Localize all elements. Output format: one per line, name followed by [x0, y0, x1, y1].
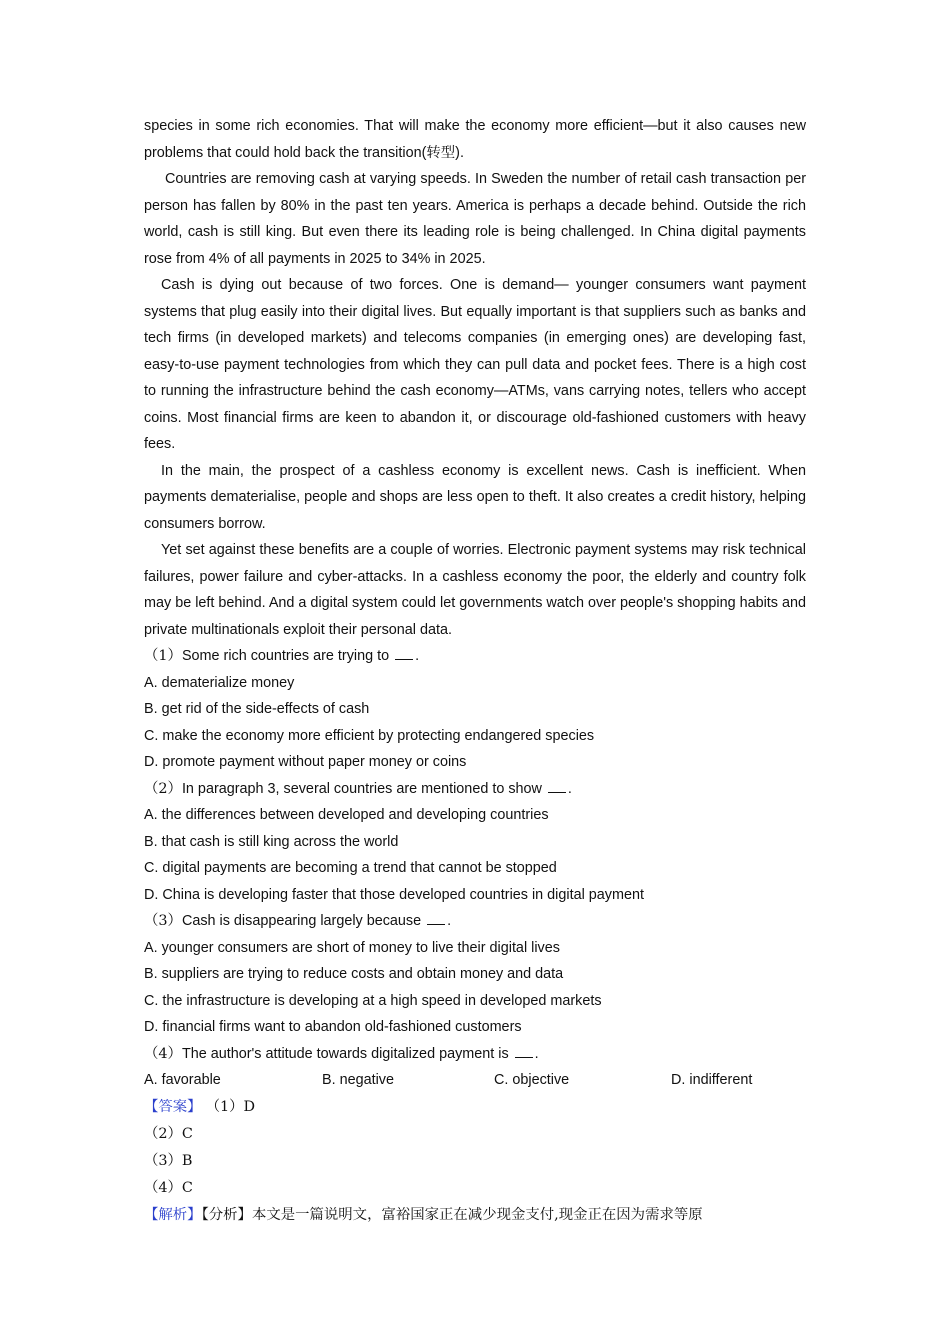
question-4-option-c: C. objective	[494, 1072, 570, 1088]
question-2-option-b: B. that cash is still king across the world	[144, 833, 399, 850]
question-2-option-d: D. China is developing faster that those developed countries in digital payment	[144, 886, 644, 903]
answer-4: （4）C	[144, 1179, 193, 1196]
answer-line-1	[144, 1094, 806, 1121]
question-number: （1）	[144, 648, 182, 664]
passage-paragraph-5: Yet set against these benefits are a couple of worries. Electronic payment systems may risk technical failures, power failure and cyber-attacks. In a cashless economy the poor, the elderly and country folk may be left behind. And a digital system could let governments watch over people's shopping habits and private multinationals exploit their personal data.	[144, 542, 806, 638]
answer-blank	[395, 647, 413, 660]
question-1-option-c: C. make the economy more efficient by protecting endangered species	[144, 727, 595, 744]
question-3-stem: （3）Cash is disappearing largely because .	[144, 913, 452, 929]
question-3-option-b: B. suppliers are trying to reduce costs and obtain money and data	[144, 966, 564, 982]
passage-paragraph-4: In the main, the prospect of a cashless economy is excellent news. Cash is inefficient. When payments dematerialise, people and shops are less open to theft. It also creates a credit history, helping consumers borrow.	[144, 462, 806, 532]
question-4-option-a: A. favorable	[144, 1072, 221, 1088]
answer-1: （1）D	[205, 1098, 256, 1115]
analysis-text: 【分析】本文是一篇说明文，富裕国家正在减少现金支付,现金正在因为需求等原	[201, 1206, 703, 1223]
passage-paragraph-2: Countries are removing cash at varying speeds. In Sweden the number of retail cash transaction per person has fallen by 80% in the past ten years. America is perhaps a decade behind. Outside the rich world, cash is still king. But even there its leading role is being challenged. In China digital payments rose from 4% of all payments in 2025 to 34% in 2025.	[144, 171, 806, 267]
question-number: （4）	[144, 1045, 182, 1062]
question-1-option-d: D. promote payment without paper money or coins	[144, 754, 467, 770]
answer-tag: 【答案】	[144, 1098, 202, 1115]
question-1-stem: （1）Some rich countries are trying to .	[144, 648, 420, 664]
question-3-option-c: C. the infrastructure is developing at a high speed in developed markets	[144, 992, 602, 1009]
question-4-options	[144, 1067, 806, 1094]
question-2-option-c: C. digital payments are becoming a trend that cannot be stopped	[144, 860, 557, 876]
question-4-option-b: B. negative	[322, 1072, 395, 1088]
question-number: （3）	[144, 913, 182, 929]
question-2-option-a: A. the differences between developed and developing countries	[144, 807, 549, 823]
question-4-option-d: D. indifferent	[671, 1072, 753, 1088]
question-2-stem: （2）In paragraph 3, several countries are mentioned to show .	[144, 780, 572, 797]
answer-2: （2）C	[144, 1125, 193, 1142]
question-3-option-a: A. younger consumers are short of money to live their digital lives	[144, 939, 560, 956]
answer-blank	[515, 1045, 533, 1058]
passage-paragraph-1: species in some rich economies. That will make the economy more efficient—but it also causes new problems that could hold back the transition(转型).	[144, 118, 806, 161]
analysis-line	[144, 1202, 806, 1229]
question-number: （2）	[144, 780, 182, 797]
answer-3: （3）B	[144, 1152, 193, 1169]
document-page	[144, 113, 806, 1229]
question-1-option-b: B. get rid of the side-effects of cash	[144, 701, 370, 717]
question-3-option-d: D. financial firms want to abandon old-fashioned customers	[144, 1019, 522, 1035]
passage-paragraph-3: Cash is dying out because of two forces. One is demand— younger consumers want payment systems that plug easily into their digital lives. But equally important is that suppliers such as banks and tech firms (in developed markets) and telecoms companies (in emerging ones) are developing fast, easy-to-use payment technologies from which they can pull data and pocket fees. There is a high cost to running the infrastructure behind the cash economy—ATMs, vans carrying notes, tellers who accept coins. Most financial firms are keen to abandon it, or discourage old-fashioned customers with heavy fees.	[144, 277, 806, 452]
answer-blank	[548, 780, 566, 793]
question-4-stem: （4）The author's attitude towards digitalized payment is .	[144, 1045, 539, 1062]
answer-blank	[427, 912, 445, 925]
question-1-option-a: A. dematerialize money	[144, 674, 295, 691]
analysis-tag: 【解析】	[144, 1206, 202, 1223]
